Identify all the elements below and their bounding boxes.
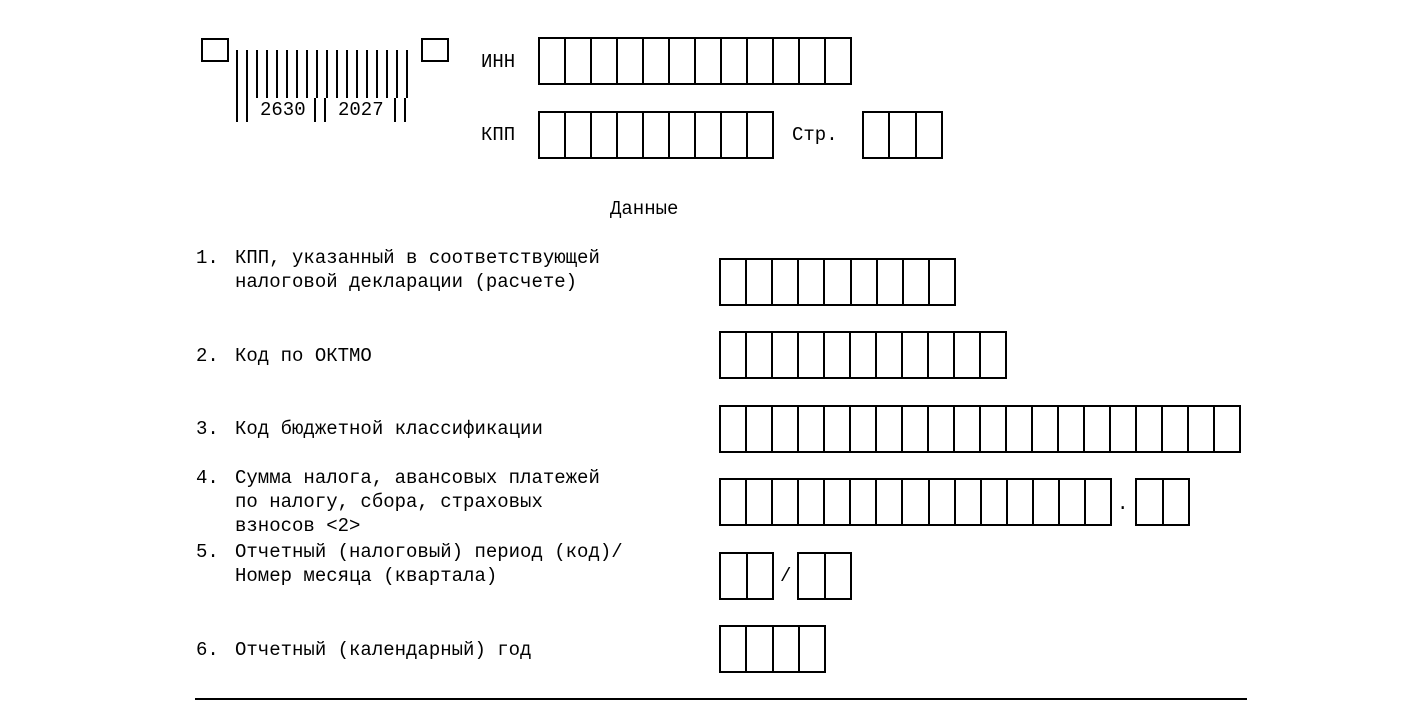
character-cell[interactable]: [721, 333, 745, 377]
character-cell[interactable]: [876, 260, 902, 304]
character-cell[interactable]: [771, 260, 797, 304]
character-cell[interactable]: [771, 407, 797, 451]
character-cell[interactable]: [864, 113, 888, 157]
barcode-bar: [376, 50, 378, 98]
character-cell[interactable]: [799, 554, 824, 598]
barcode-bar: [236, 98, 238, 122]
character-cell[interactable]: [798, 627, 824, 671]
barcode-bar: [314, 98, 316, 122]
field-4-label-line3: взносов <2>: [235, 515, 361, 537]
character-cell[interactable]: [823, 407, 849, 451]
barcode-bar: [246, 98, 248, 122]
character-cell[interactable]: [616, 113, 642, 157]
barcode-bar: [236, 50, 238, 98]
character-cell[interactable]: [915, 113, 941, 157]
barcode-bar: [346, 50, 348, 98]
character-cell[interactable]: [745, 480, 771, 524]
field-6-number: 6.: [196, 639, 219, 661]
character-cell[interactable]: [824, 39, 850, 83]
barcode-bar: [404, 98, 406, 122]
character-cell[interactable]: [953, 407, 979, 451]
kpp-field[interactable]: [538, 111, 774, 159]
character-cell[interactable]: [721, 554, 746, 598]
character-cell[interactable]: [823, 480, 849, 524]
character-cell[interactable]: [745, 407, 771, 451]
character-cell[interactable]: [772, 627, 798, 671]
field-4-amount-fraction-input[interactable]: [1135, 478, 1190, 526]
character-cell[interactable]: [564, 39, 590, 83]
field-4-amount-integer-input[interactable]: [719, 478, 1112, 526]
character-cell[interactable]: [797, 407, 823, 451]
barcode-bar: [326, 50, 328, 98]
character-cell[interactable]: [928, 480, 954, 524]
character-cell[interactable]: [745, 627, 771, 671]
field-5-label-line1: Отчетный (налоговый) период (код)/: [235, 541, 623, 563]
character-cell[interactable]: [901, 407, 927, 451]
field-1-label-line2: налоговой декларации (расчете): [235, 271, 578, 293]
field-3-label: Код бюджетной классификации: [235, 418, 543, 440]
field-1-number: 1.: [196, 247, 219, 269]
field-5-month-quarter-input[interactable]: [797, 552, 852, 600]
character-cell[interactable]: [980, 480, 1006, 524]
character-cell[interactable]: [979, 407, 1005, 451]
character-cell[interactable]: [668, 113, 694, 157]
character-cell[interactable]: [797, 333, 823, 377]
character-cell[interactable]: [888, 113, 914, 157]
character-cell[interactable]: [1187, 407, 1213, 451]
barcode-bar: [324, 98, 326, 122]
character-cell[interactable]: [720, 113, 746, 157]
character-cell[interactable]: [745, 260, 771, 304]
character-cell[interactable]: [901, 333, 927, 377]
character-cell[interactable]: [823, 260, 849, 304]
field-5-number: 5.: [196, 541, 219, 563]
character-cell[interactable]: [1109, 407, 1135, 451]
character-cell[interactable]: [823, 333, 849, 377]
character-cell[interactable]: [721, 480, 745, 524]
character-cell[interactable]: [875, 480, 901, 524]
character-cell[interactable]: [642, 39, 668, 83]
field-5-separator: /: [780, 565, 792, 587]
section-title: Данные: [610, 198, 679, 220]
barcode-bar: [396, 50, 398, 98]
field-1-kpp-input[interactable]: [719, 258, 956, 306]
character-cell[interactable]: [953, 333, 979, 377]
kpp-label: КПП: [481, 124, 516, 146]
character-cell[interactable]: [721, 627, 745, 671]
field-4-decimal-separator: .: [1117, 493, 1129, 515]
field-1-label-line1: КПП, указанный в соответствующей: [235, 247, 600, 269]
character-cell[interactable]: [1006, 480, 1032, 524]
character-cell[interactable]: [1031, 407, 1057, 451]
field-2-number: 2.: [196, 345, 219, 367]
character-cell[interactable]: [745, 333, 771, 377]
barcode-right-code: 2027: [338, 99, 384, 121]
character-cell[interactable]: [901, 480, 927, 524]
character-cell[interactable]: [1083, 407, 1109, 451]
character-cell[interactable]: [927, 333, 953, 377]
character-cell[interactable]: [849, 480, 875, 524]
character-cell[interactable]: [694, 113, 720, 157]
field-4-label-line2: по налогу, сбора, страховых: [235, 491, 543, 513]
character-cell[interactable]: [849, 407, 875, 451]
inn-field[interactable]: [538, 37, 852, 85]
character-cell[interactable]: [849, 333, 875, 377]
character-cell[interactable]: [1161, 407, 1187, 451]
barcode-bar: [286, 50, 288, 98]
bottom-rule: [195, 698, 1247, 700]
barcode-bar: [256, 50, 258, 98]
barcode-bar: [276, 50, 278, 98]
character-cell[interactable]: [1137, 480, 1162, 524]
character-cell[interactable]: [1213, 407, 1239, 451]
character-cell[interactable]: [721, 260, 745, 304]
character-cell[interactable]: [540, 113, 564, 157]
registration-marker-left: [201, 38, 229, 62]
character-cell[interactable]: [642, 113, 668, 157]
character-cell[interactable]: [1084, 480, 1110, 524]
barcode-bar: [266, 50, 268, 98]
character-cell[interactable]: [746, 554, 773, 598]
character-cell[interactable]: [954, 480, 980, 524]
character-cell[interactable]: [927, 407, 953, 451]
barcode-bar: [386, 50, 388, 98]
character-cell[interactable]: [850, 260, 876, 304]
character-cell[interactable]: [875, 333, 901, 377]
character-cell[interactable]: [928, 260, 954, 304]
character-cell[interactable]: [798, 39, 824, 83]
barcode-bar: [356, 50, 358, 98]
character-cell[interactable]: [1032, 480, 1058, 524]
character-cell[interactable]: [590, 113, 616, 157]
character-cell[interactable]: [1058, 480, 1084, 524]
character-cell[interactable]: [746, 39, 772, 83]
character-cell[interactable]: [720, 39, 746, 83]
character-cell[interactable]: [590, 39, 616, 83]
character-cell[interactable]: [668, 39, 694, 83]
field-2-label: Код по ОКТМО: [235, 345, 372, 367]
character-cell[interactable]: [1162, 480, 1189, 524]
character-cell[interactable]: [564, 113, 590, 157]
field-6-year-input[interactable]: [719, 625, 826, 673]
character-cell[interactable]: [979, 333, 1005, 377]
character-cell[interactable]: [875, 407, 901, 451]
character-cell[interactable]: [540, 39, 564, 83]
character-cell[interactable]: [771, 333, 797, 377]
page-number-field[interactable]: [862, 111, 943, 159]
inn-label: ИНН: [481, 51, 516, 73]
character-cell[interactable]: [694, 39, 720, 83]
barcode-bar: [366, 50, 368, 98]
barcode-bar: [406, 50, 408, 98]
barcode-bar: [246, 50, 248, 98]
field-3-kbk-input[interactable]: [719, 405, 1241, 453]
character-cell[interactable]: [797, 260, 823, 304]
field-4-label-line1: Сумма налога, авансовых платежей: [235, 467, 600, 489]
character-cell[interactable]: [824, 554, 851, 598]
page-label: Стр.: [792, 124, 838, 146]
field-5-period-code-input[interactable]: [719, 552, 774, 600]
character-cell[interactable]: [797, 480, 823, 524]
character-cell[interactable]: [1057, 407, 1083, 451]
barcode-bar: [316, 50, 318, 98]
character-cell[interactable]: [746, 113, 772, 157]
field-2-oktmo-input[interactable]: [719, 331, 1007, 379]
character-cell[interactable]: [721, 407, 745, 451]
character-cell[interactable]: [1005, 407, 1031, 451]
character-cell[interactable]: [772, 39, 798, 83]
character-cell[interactable]: [1135, 407, 1161, 451]
registration-marker-right: [421, 38, 449, 62]
character-cell[interactable]: [616, 39, 642, 83]
field-6-label: Отчетный (календарный) год: [235, 639, 532, 661]
character-cell[interactable]: [771, 480, 797, 524]
character-cell[interactable]: [902, 260, 928, 304]
barcode-bar: [306, 50, 308, 98]
field-5-label-line2: Номер месяца (квартала): [235, 565, 498, 587]
field-4-number: 4.: [196, 467, 219, 489]
barcode-bar: [296, 50, 298, 98]
barcode-bar: [336, 50, 338, 98]
barcode: [236, 46, 416, 126]
field-3-number: 3.: [196, 418, 219, 440]
barcode-left-code: 2630: [260, 99, 306, 121]
barcode-bar: [394, 98, 396, 122]
